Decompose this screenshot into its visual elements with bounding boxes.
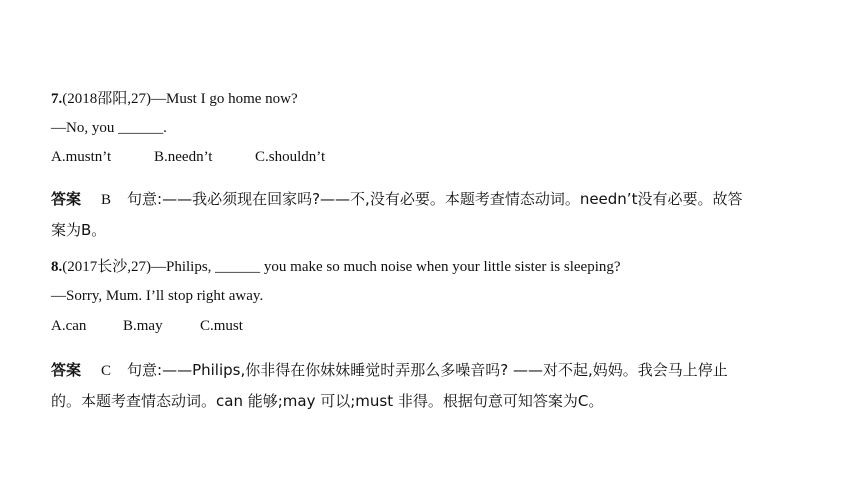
question-8-line2: —Sorry, Mum. I’ll stop right away. [51, 288, 264, 304]
question-7-option-a: A.mustn’t [51, 149, 112, 165]
answer-7-letter: B [101, 192, 112, 208]
question-8-text: —Philips, ______ you make so much noise when your little sister is sleeping? [151, 259, 621, 275]
question-7-source: (2018邵阳,27) [62, 91, 151, 107]
question-7-option-c: C.shouldn’t [255, 149, 326, 165]
question-7-stem [51, 89, 298, 109]
answer-7-line1 [51, 184, 811, 215]
question-8-option-c: C.must [200, 318, 243, 334]
answer-8-letter: C [101, 363, 112, 379]
answer-7-line2: 案为B。 [51, 221, 107, 239]
answer-8 [51, 355, 811, 416]
question-7-number: 7. [51, 91, 63, 107]
answer-7-explanation: 句意:——我必须现在回家吗?——不,没有必要。本题考查情态动词。needn’t没有必要。故答 [127, 190, 743, 208]
answer-8-label: 答案 [51, 361, 82, 379]
answer-7 [51, 184, 811, 245]
question-8-number: 8. [51, 259, 63, 275]
answer-8-line2: 的。本题考查情态动词。can 能够;may 可以;must 非得。根据句意可知答案为C。 [51, 392, 604, 410]
question-8-source: (2017长沙,27) [62, 259, 151, 275]
question-7-options [51, 147, 325, 167]
question-8-option-b: B.may [123, 318, 163, 334]
answer-7-label: 答案 [51, 190, 82, 208]
question-7-text: —Must I go home now? [151, 91, 298, 107]
question-7-option-b: B.needn’t [154, 149, 213, 165]
question-8-stem [51, 257, 621, 277]
answer-8-line1 [51, 355, 811, 386]
question-8-option-a: A.can [51, 318, 87, 334]
question-7-line2: —No, you ______. [51, 120, 167, 136]
question-8-options [51, 316, 243, 336]
answer-8-explanation: 句意:——Philips,你非得在你妹妹睡觉时弄那么多噪音吗? ——对不起,妈妈。我会马上停止 [127, 361, 728, 379]
